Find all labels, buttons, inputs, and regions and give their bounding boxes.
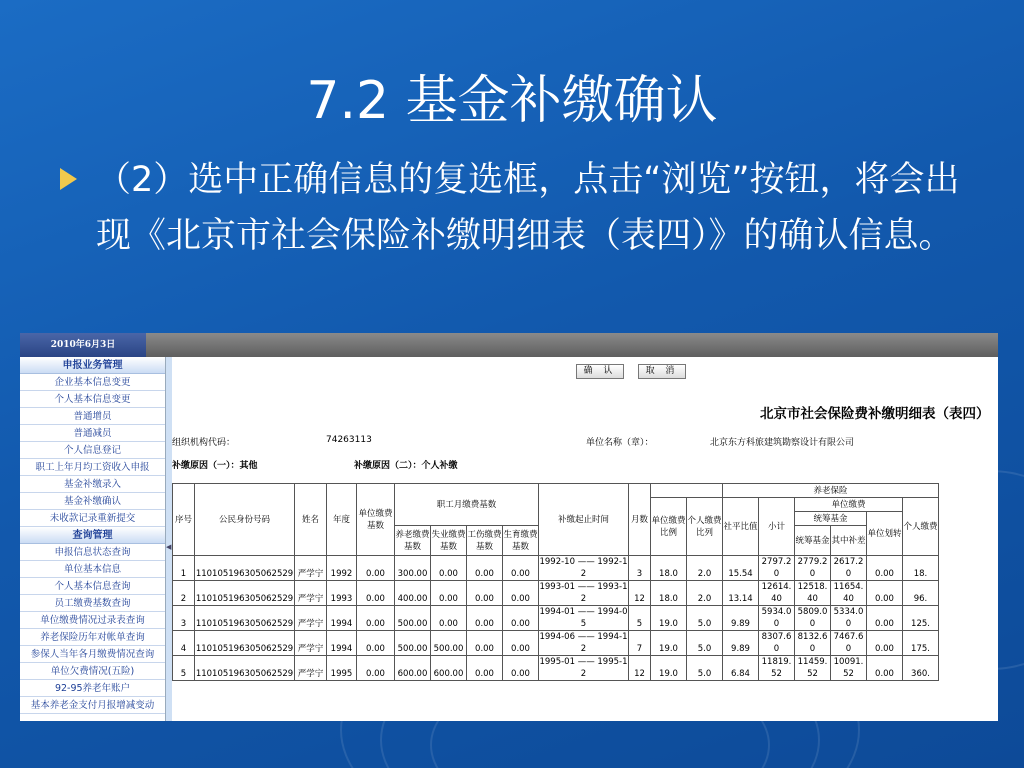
cell-unit-base: 0.00 bbox=[357, 656, 395, 681]
header-pension-insurance: 养老保险 bbox=[723, 484, 939, 498]
sidebar-item-5[interactable]: 职工上年月均工资收入申报 bbox=[20, 459, 165, 476]
header-pooling: 统筹基金 bbox=[795, 512, 867, 526]
cell-social: 6.84 bbox=[723, 656, 759, 681]
cell-subtotal: 11819.52 bbox=[759, 656, 795, 681]
cell-personal-ratio: 2.0 bbox=[687, 556, 723, 581]
cell-personal-ratio: 5.0 bbox=[687, 631, 723, 656]
header-pension-base: 养老缴费基数 bbox=[395, 526, 431, 556]
reason-one: 补缴原因（一）：其他 bbox=[172, 461, 258, 471]
sidebar-section-title[interactable]: 申报业务管理 bbox=[20, 357, 165, 374]
date-label: 2010年6月3日 bbox=[20, 333, 146, 357]
cell-unemp: 500.00 bbox=[431, 631, 467, 656]
cell-injury: 0.00 bbox=[467, 606, 503, 631]
header-seq: 序号 bbox=[173, 484, 195, 556]
cell-supplement: 5334.00 bbox=[831, 606, 867, 631]
cell-seq: 5 bbox=[173, 656, 195, 681]
cell-months: 3 bbox=[629, 556, 651, 581]
cell-social: 13.14 bbox=[723, 581, 759, 606]
cell-personal-ratio: 5.0 bbox=[687, 606, 723, 631]
cell-unit-base: 0.00 bbox=[357, 581, 395, 606]
main-content bbox=[172, 357, 998, 721]
cell-maternity: 0.00 bbox=[503, 556, 539, 581]
report-title: 北京市社会保险费补缴明细表（表四） bbox=[760, 406, 990, 422]
cell-pooling: 5809.00 bbox=[795, 606, 831, 631]
cell-maternity: 0.00 bbox=[503, 581, 539, 606]
cell-pension: 400.00 bbox=[395, 581, 431, 606]
sidebar-item-3[interactable]: 普通减员 bbox=[20, 425, 165, 442]
table-row bbox=[173, 556, 939, 581]
confirm-button[interactable]: 确 认 bbox=[576, 364, 624, 379]
cell-transfer: 0.00 bbox=[867, 556, 903, 581]
sidebar-section-title[interactable]: 查询管理 bbox=[20, 527, 165, 544]
cell-subtotal: 5934.00 bbox=[759, 606, 795, 631]
sidebar-query-item-5[interactable]: 养老保险历年对帐单查询 bbox=[20, 629, 165, 646]
sidebar-item-1[interactable]: 个人基本信息变更 bbox=[20, 391, 165, 408]
cell-name: 严学宁 bbox=[295, 556, 327, 581]
cell-unemp: 0.00 bbox=[431, 556, 467, 581]
cell-id: 110105196305062529 bbox=[195, 631, 295, 656]
sidebar-query-item-7[interactable]: 单位欠费情况(五险) bbox=[20, 663, 165, 680]
cell-injury: 0.00 bbox=[467, 656, 503, 681]
sidebar-item-4[interactable]: 个人信息登记 bbox=[20, 442, 165, 459]
header-period: 补缴起止时间 bbox=[539, 484, 629, 556]
header-injury-base: 工伤缴费基数 bbox=[467, 526, 503, 556]
cell-social: 9.89 bbox=[723, 606, 759, 631]
cell-maternity: 0.00 bbox=[503, 656, 539, 681]
cell-personal-ratio: 5.0 bbox=[687, 656, 723, 681]
cell-pooling: 11459.52 bbox=[795, 656, 831, 681]
cell-name: 严学宁 bbox=[295, 656, 327, 681]
cell-pension: 600.00 bbox=[395, 656, 431, 681]
cell-personal: 18. bbox=[903, 556, 939, 581]
cell-personal: 175. bbox=[903, 631, 939, 656]
reason-two: 补缴原因（二）：个人补缴 bbox=[354, 461, 458, 471]
cell-injury: 0.00 bbox=[467, 631, 503, 656]
cell-subtotal: 2797.20 bbox=[759, 556, 795, 581]
cell-year: 1995 bbox=[327, 656, 357, 681]
cell-maternity: 0.00 bbox=[503, 631, 539, 656]
header-pooling-fund: 统筹基金 bbox=[795, 526, 831, 556]
cell-pension: 300.00 bbox=[395, 556, 431, 581]
cell-transfer: 0.00 bbox=[867, 631, 903, 656]
cell-unit-ratio: 19.0 bbox=[651, 606, 687, 631]
table-row bbox=[173, 606, 939, 631]
cell-social: 9.89 bbox=[723, 631, 759, 656]
header-name: 姓名 bbox=[295, 484, 327, 556]
sidebar-query-item-6[interactable]: 参保人当年各月缴费情况查询 bbox=[20, 646, 165, 663]
cell-pooling: 2779.20 bbox=[795, 556, 831, 581]
sidebar bbox=[20, 357, 166, 721]
cell-injury: 0.00 bbox=[467, 581, 503, 606]
slide-title: 7.2 基金补缴确认 bbox=[306, 71, 718, 131]
sidebar-query-item-0[interactable]: 申报信息状态查询 bbox=[20, 544, 165, 561]
cell-unit-base: 0.00 bbox=[357, 606, 395, 631]
cell-seq: 4 bbox=[173, 631, 195, 656]
header-unit-transfer: 单位划转 bbox=[867, 512, 903, 556]
cell-period: 1993-01 —— 1993-12 bbox=[539, 582, 628, 604]
cell-period: 1992-10 —— 1992-12 bbox=[539, 557, 628, 579]
sidebar-query-item-4[interactable]: 单位缴费情况过录表查询 bbox=[20, 612, 165, 629]
cell-transfer: 0.00 bbox=[867, 606, 903, 631]
embedded-screenshot bbox=[20, 333, 998, 721]
cell-unemp: 0.00 bbox=[431, 581, 467, 606]
header-unemp-base: 失业缴费基数 bbox=[431, 526, 467, 556]
collapse-arrow-icon: ◀ bbox=[166, 543, 172, 551]
header-year: 年度 bbox=[327, 484, 357, 556]
cell-unemp: 0.00 bbox=[431, 606, 467, 631]
cell-social: 15.54 bbox=[723, 556, 759, 581]
cell-unit-base: 0.00 bbox=[357, 631, 395, 656]
cell-supplement: 11654.40 bbox=[831, 581, 867, 606]
top-bar bbox=[20, 333, 998, 357]
cell-unit-base: 0.00 bbox=[357, 556, 395, 581]
cell-subtotal: 12614.40 bbox=[759, 581, 795, 606]
org-code-label: 组织机构代码： bbox=[172, 438, 236, 448]
cell-months: 12 bbox=[629, 656, 651, 681]
cell-id: 110105196305062529 bbox=[195, 581, 295, 606]
cell-injury: 0.00 bbox=[467, 556, 503, 581]
header-supplement: 其中补差 bbox=[831, 526, 867, 556]
table-row bbox=[173, 581, 939, 606]
cell-id: 110105196305062529 bbox=[195, 556, 295, 581]
cell-personal: 360. bbox=[903, 656, 939, 681]
cell-year: 1994 bbox=[327, 606, 357, 631]
cell-supplement: 10091.52 bbox=[831, 656, 867, 681]
header-months: 月数 bbox=[629, 484, 651, 556]
cancel-button[interactable]: 取 消 bbox=[638, 364, 686, 379]
table-row bbox=[173, 631, 939, 656]
cell-unit-ratio: 19.0 bbox=[651, 631, 687, 656]
cell-seq: 2 bbox=[173, 581, 195, 606]
sidebar-item-2[interactable]: 普通增员 bbox=[20, 408, 165, 425]
cell-subtotal: 8307.60 bbox=[759, 631, 795, 656]
header-id: 公民身份号码 bbox=[195, 484, 295, 556]
cell-supplement: 2617.20 bbox=[831, 556, 867, 581]
sidebar-query-item-2[interactable]: 个人基本信息查询 bbox=[20, 578, 165, 595]
slide-bullet-text: （2）选中正确信息的复选框，点击“浏览”按钮，将会出现《北京市社会保险补缴明细表（表四）》的确认信息。 bbox=[96, 160, 960, 256]
header-maternity-base: 生育缴费基数 bbox=[503, 526, 539, 556]
cell-seq: 1 bbox=[173, 556, 195, 581]
cell-pension: 500.00 bbox=[395, 606, 431, 631]
cell-supplement: 7467.60 bbox=[831, 631, 867, 656]
org-code-value: 74263113 bbox=[326, 435, 372, 445]
cell-name: 严学宁 bbox=[295, 606, 327, 631]
sidebar-query-item-1[interactable]: 单位基本信息 bbox=[20, 561, 165, 578]
cell-seq: 3 bbox=[173, 606, 195, 631]
cell-unit-ratio: 19.0 bbox=[651, 656, 687, 681]
cell-name: 严学宁 bbox=[295, 631, 327, 656]
unit-name-label: 单位名称（章）： bbox=[586, 438, 654, 448]
sidebar-query-item-8[interactable]: 92-95养老年账户 bbox=[20, 680, 165, 697]
cell-id: 110105196305062529 bbox=[195, 606, 295, 631]
header-subtotal: 小计 bbox=[759, 498, 795, 556]
cell-period: 1994-06 —— 1994-12 bbox=[539, 632, 628, 654]
cell-year: 1993 bbox=[327, 581, 357, 606]
cell-transfer: 0.00 bbox=[867, 581, 903, 606]
table-row bbox=[173, 656, 939, 681]
cell-months: 7 bbox=[629, 631, 651, 656]
sidebar-query-item-3[interactable]: 员工缴费基数查询 bbox=[20, 595, 165, 612]
sidebar-item-8[interactable]: 未收款记录重新提交 bbox=[20, 510, 165, 527]
header-personal: 个人缴费 bbox=[903, 498, 939, 556]
cell-maternity: 0.00 bbox=[503, 606, 539, 631]
cell-period: 1995-01 —— 1995-12 bbox=[539, 657, 628, 679]
cell-personal-ratio: 2.0 bbox=[687, 581, 723, 606]
cell-months: 12 bbox=[629, 581, 651, 606]
sidebar-item-6[interactable]: 基金补缴录入 bbox=[20, 476, 165, 493]
cell-unit-ratio: 18.0 bbox=[651, 581, 687, 606]
header-social-avg: 社平比值 bbox=[723, 498, 759, 556]
header-unit-ratio: 单位缴费比例 bbox=[651, 498, 687, 556]
cell-name: 严学宁 bbox=[295, 581, 327, 606]
header-unit-base: 单位缴费基数 bbox=[357, 484, 395, 556]
header-unit-pay: 单位缴费 bbox=[795, 498, 903, 512]
sidebar-item-0[interactable]: 企业基本信息变更 bbox=[20, 374, 165, 391]
cell-transfer: 0.00 bbox=[867, 656, 903, 681]
unit-name-value: 北京东方科旅建筑勘察设计有限公司 bbox=[710, 438, 855, 448]
header-monthly-base: 职工月缴费基数 bbox=[395, 484, 539, 526]
cell-pension: 500.00 bbox=[395, 631, 431, 656]
cell-pooling: 12518.40 bbox=[795, 581, 831, 606]
detail-table bbox=[172, 483, 939, 681]
cell-year: 1994 bbox=[327, 631, 357, 656]
sidebar-query-item-9[interactable]: 基本养老金支付月报增减变动 bbox=[20, 697, 165, 714]
cell-unit-ratio: 18.0 bbox=[651, 556, 687, 581]
cell-year: 1992 bbox=[327, 556, 357, 581]
cell-id: 110105196305062529 bbox=[195, 656, 295, 681]
sidebar-item-7[interactable]: 基金补缴确认 bbox=[20, 493, 165, 510]
cell-personal: 96. bbox=[903, 581, 939, 606]
cell-months: 5 bbox=[629, 606, 651, 631]
cell-period: 1994-01 —— 1994-05 bbox=[539, 607, 628, 629]
cell-personal: 125. bbox=[903, 606, 939, 631]
header-personal-ratio: 个人缴费比列 bbox=[687, 498, 723, 556]
cell-pooling: 8132.60 bbox=[795, 631, 831, 656]
cell-unemp: 600.00 bbox=[431, 656, 467, 681]
